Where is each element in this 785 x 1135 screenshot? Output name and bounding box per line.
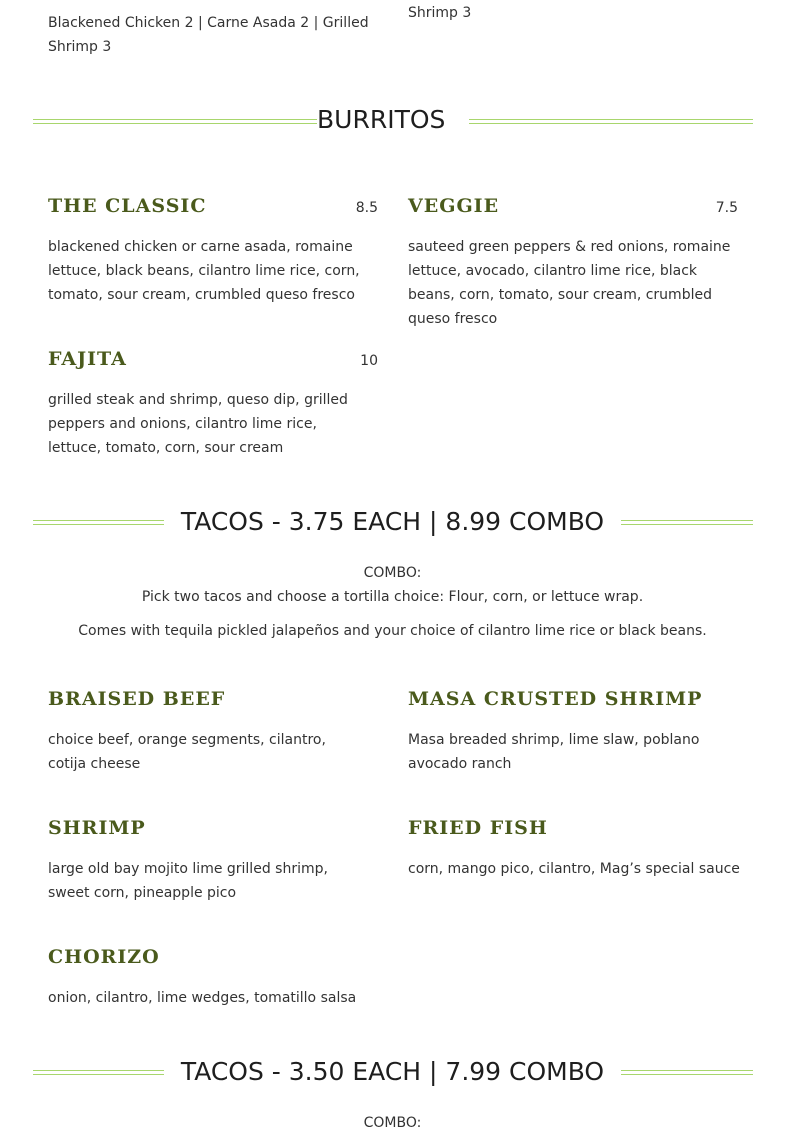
menu-item-name: FRIED FISH: [408, 817, 548, 839]
section-rule-left: [33, 1070, 164, 1075]
top-left-addons: Blackened Chicken 2 | Carne Asada 2 | Grilled Shrimp 3: [48, 15, 369, 55]
section-title-burritos: BURRITOS: [317, 103, 437, 137]
menu-item-description: corn, mango pico, cilantro, Mag’s special sauce: [408, 861, 740, 877]
section-rule-right: [469, 119, 753, 124]
menu-item-description: grilled steak and shrimp, queso dip, grilled peppers and onions, cilantro lime rice, lettuce, tomato, corn, sour cream: [48, 392, 348, 456]
combo-description: Pick two tacos and choose a tortilla choice: Flour, corn, or lettuce wrap.: [141, 589, 644, 605]
combo-label: COMBO:: [363, 565, 422, 581]
section-rule-right: [621, 1070, 753, 1075]
menu-item-price: 10: [360, 353, 378, 369]
menu-item-name: BRAISED BEEF: [48, 688, 226, 710]
section-rule-left: [33, 520, 164, 525]
section-rule-left: [33, 119, 318, 124]
menu-item-name: THE CLASSIC: [48, 195, 207, 217]
menu-item-description: blackened chicken or carne asada, romaine lettuce, black beans, cilantro lime rice, corn, tomato, sour cream, crumbled queso fresco: [48, 239, 360, 303]
menu-item-description: sauteed green peppers & red onions, romaine lettuce, avocado, cilantro lime rice, black beans, corn, tomato, sour cream, crumbled queso fresco: [408, 239, 731, 327]
section-title-tacos-375: TACOS - 3.75 EACH | 8.99 COMBO: [164, 505, 621, 539]
menu-item-price: 8.5: [355, 200, 378, 216]
combo-label: COMBO:: [363, 1115, 422, 1131]
menu-item-description: large old bay mojito lime grilled shrimp, sweet corn, pineapple pico: [48, 861, 328, 901]
top-right-addons: Shrimp 3: [408, 5, 472, 21]
section-rule-right: [621, 520, 753, 525]
menu-item-price: 7.5: [715, 200, 738, 216]
menu-item-name: FAJITA: [48, 348, 127, 370]
combo-sides-note: Comes with tequila pickled jalapeños and your choice of cilantro lime rice or black beans.: [78, 623, 707, 639]
menu-item-description: onion, cilantro, lime wedges, tomatillo salsa: [48, 990, 357, 1006]
menu-item-name: SHRIMP: [48, 817, 146, 839]
menu-item-name: CHORIZO: [48, 946, 160, 968]
menu-item-name: VEGGIE: [408, 195, 500, 217]
menu-item-description: choice beef, orange segments, cilantro, cotija cheese: [48, 732, 326, 772]
section-title-tacos-350: TACOS - 3.50 EACH | 7.99 COMBO: [164, 1055, 621, 1089]
menu-item-name: MASA CRUSTED SHRIMP: [408, 688, 703, 710]
menu-item-description: Masa breaded shrimp, lime slaw, poblano avocado ranch: [408, 732, 700, 772]
